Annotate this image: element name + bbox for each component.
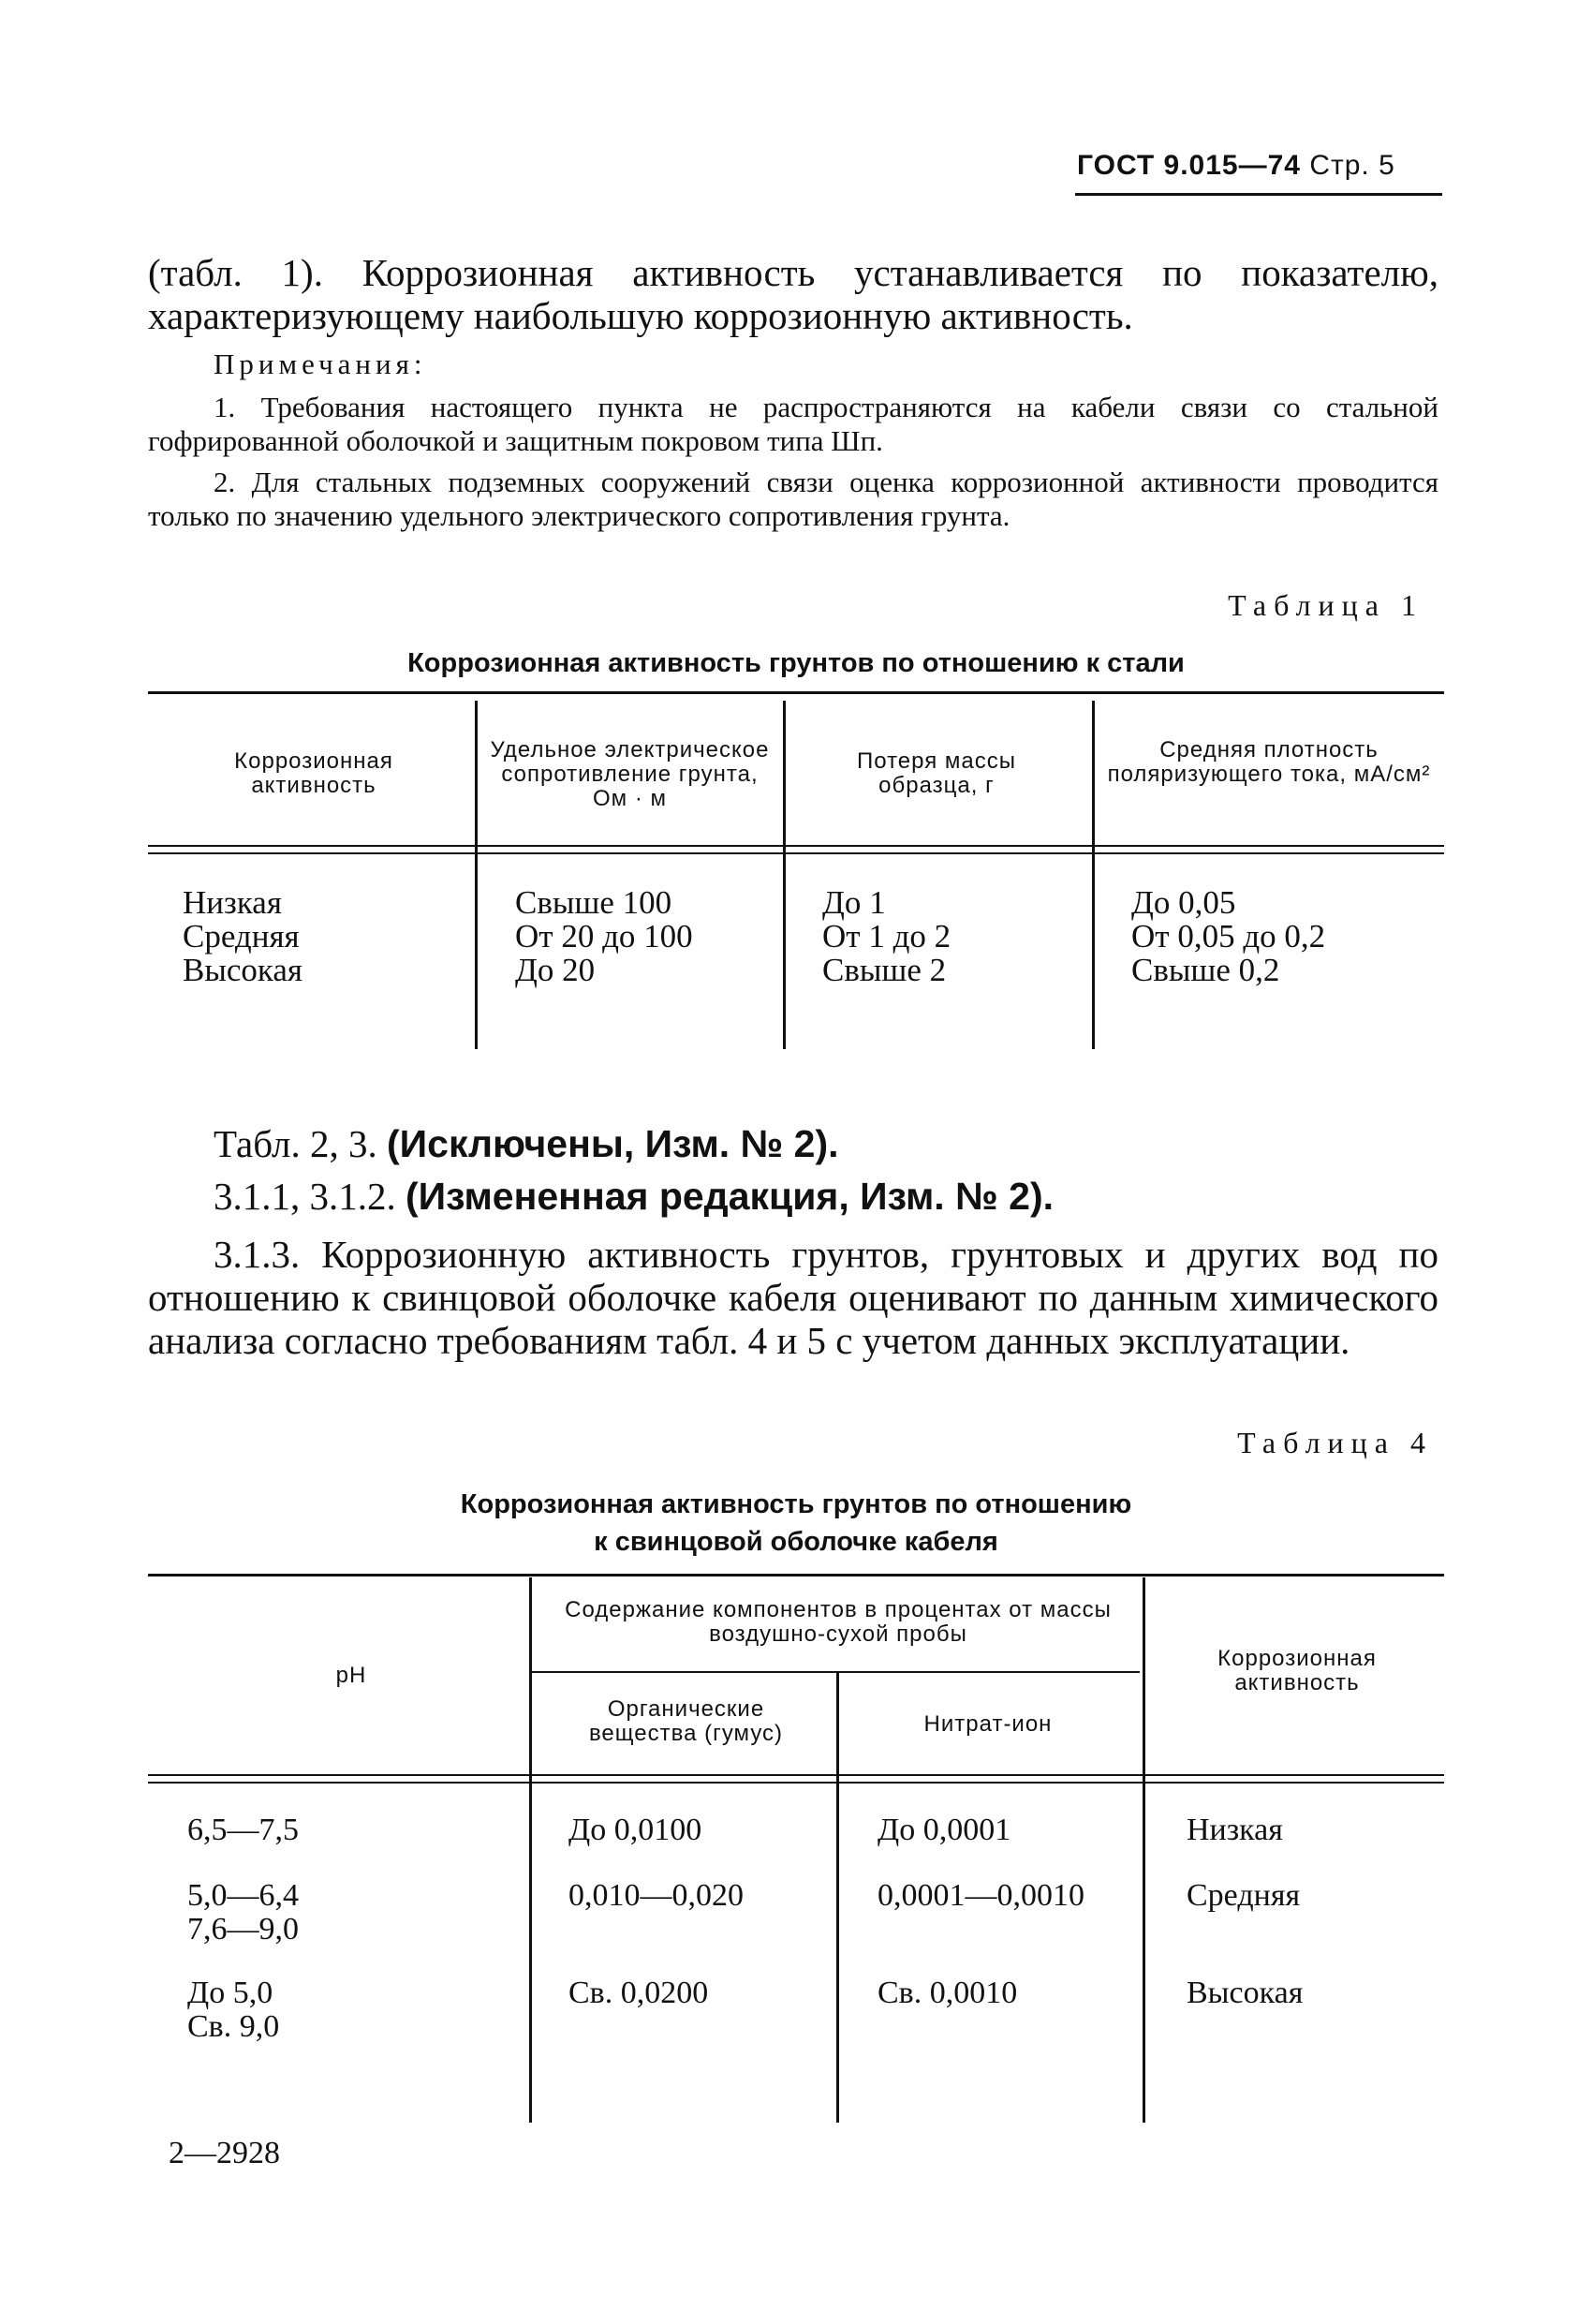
table1-col-divider-1 [475,701,478,1049]
table4-row-1-organic: До 0,0100 [568,1813,702,1847]
table1-col-mass-loss: До 1 От 1 до 2 Свыше 2 [822,884,951,988]
table4-header-components: Содержание компонентов в процентах от массы воздушно-сухой пробы [565,1597,1112,1647]
amendment-line-1 [214,1122,839,1165]
table4-row-2-nitrate: 0,0001—0,0010 [878,1878,1084,1913]
table1-header-current-density: Средняя плотность поляризующего тока, мА/см² [1107,737,1431,787]
table4-label: Таблица 4 [1237,1426,1433,1459]
table1-label: Таблица 1 [1228,588,1423,622]
standard-number: ГОСТ 9.015—74 [1077,150,1301,181]
amendment-line-2 [214,1175,1054,1218]
table1-header-resistance: Удельное электрическое сопротивление грунта, Ом · м [490,737,770,811]
table1-col-divider-2 [783,701,786,1049]
table1-header-activity: Коррозионная активность [234,748,393,798]
table4-col-divider-3 [1143,1577,1145,2123]
table4-col-divider-1 [529,1577,532,2123]
table4-caption-line-1: Коррозионная активность грунтов по отношению [460,1489,1132,1519]
table4-row-1-ph: 6,5—7,5 [187,1813,299,1847]
table4-header-rule-a [148,1774,1444,1776]
table4-row-2-organic: 0,010—0,020 [568,1878,744,1913]
table4-caption-line-2: к свинцовой оболочке кабеля [594,1527,998,1557]
table4-row-3-activity: Высокая [1187,1976,1304,2010]
page-header [1077,150,1395,182]
amendment-2-note: (Измененная редакция, Изм. № 2). [406,1175,1055,1218]
note-1: 1. Требования настоящего пункта не распространяются на кабели связи со стальной гофрированной оболочкой и защитным покровом типа Шп. [148,391,1438,457]
table1-col-divider-3 [1092,701,1095,1049]
table1-col-resistance: Свыше 100 От 20 до 100 До 20 [515,884,693,988]
table1-col-activity: Низкая Средняя Высокая [183,884,303,988]
amendment-2-ref: 3.1.1, 3.1.2. [214,1175,406,1218]
table4-header-ph: pH [335,1663,367,1688]
header-rule [1075,193,1442,196]
table4-header-rule-b [148,1782,1444,1784]
table4-row-3-ph: До 5,0 Св. 9,0 [187,1976,280,2044]
table4-row-1-activity: Низкая [1187,1813,1283,1847]
table4-row-1-nitrate: До 0,0001 [878,1813,1011,1847]
page-number: Стр. 5 [1309,150,1395,181]
table1-caption: Коррозионная активность грунтов по отношению к стали [407,648,1185,678]
note-2: 2. Для стальных подземных сооружений связи оценка коррозионной активности проводится только по значению удельного электрического сопротивления грунта. [148,466,1438,532]
table4-row-3-nitrate: Св. 0,0010 [878,1976,1018,2010]
footer-code: 2—2928 [169,2136,280,2170]
table4-top-rule [148,1574,1444,1576]
table4-col-divider-2 [836,1673,839,2123]
intro-paragraph: (табл. 1). Коррозионная активность устанавливается по показателю, характеризующему наибольшую коррозионную активность. [148,251,1438,337]
table1-header-rule-a [148,845,1444,847]
table1-header-rule-b [148,852,1444,854]
table1-top-rule [148,691,1444,694]
table4-row-3-organic: Св. 0,0200 [568,1976,709,2010]
amendment-1-ref: Табл. 2, 3. [214,1122,388,1165]
table4-row-2-activity: Средняя [1187,1878,1301,1913]
table4-row-2-ph: 5,0—6,4 7,6—9,0 [187,1878,299,1947]
paragraph-3-1-3: 3.1.3. Коррозионную активность грунтов, грунтовых и других вод по отношению к свинцовой оболочке кабеля оценивают по данным химического анализа согласно требованиям табл. 4 и 5 с учетом данных эксплуатации. [148,1233,1438,1362]
table4-header-activity: Коррозионная активность [1217,1646,1377,1695]
table1-col-current-density: До 0,05 От 0,05 до 0,2 Свыше 0,2 [1131,884,1326,988]
table4-group-rule [529,1671,1140,1673]
notes-title: Примечания: [214,348,427,380]
table4-header-organic: Органические вещества (гумус) [588,1696,784,1746]
amendment-1-note: (Исключены, Изм. № 2). [387,1122,839,1165]
table4-header-nitrate: Нитрат-ион [923,1711,1053,1737]
table1-header-mass-loss: Потеря массы образца, г [857,748,1016,798]
